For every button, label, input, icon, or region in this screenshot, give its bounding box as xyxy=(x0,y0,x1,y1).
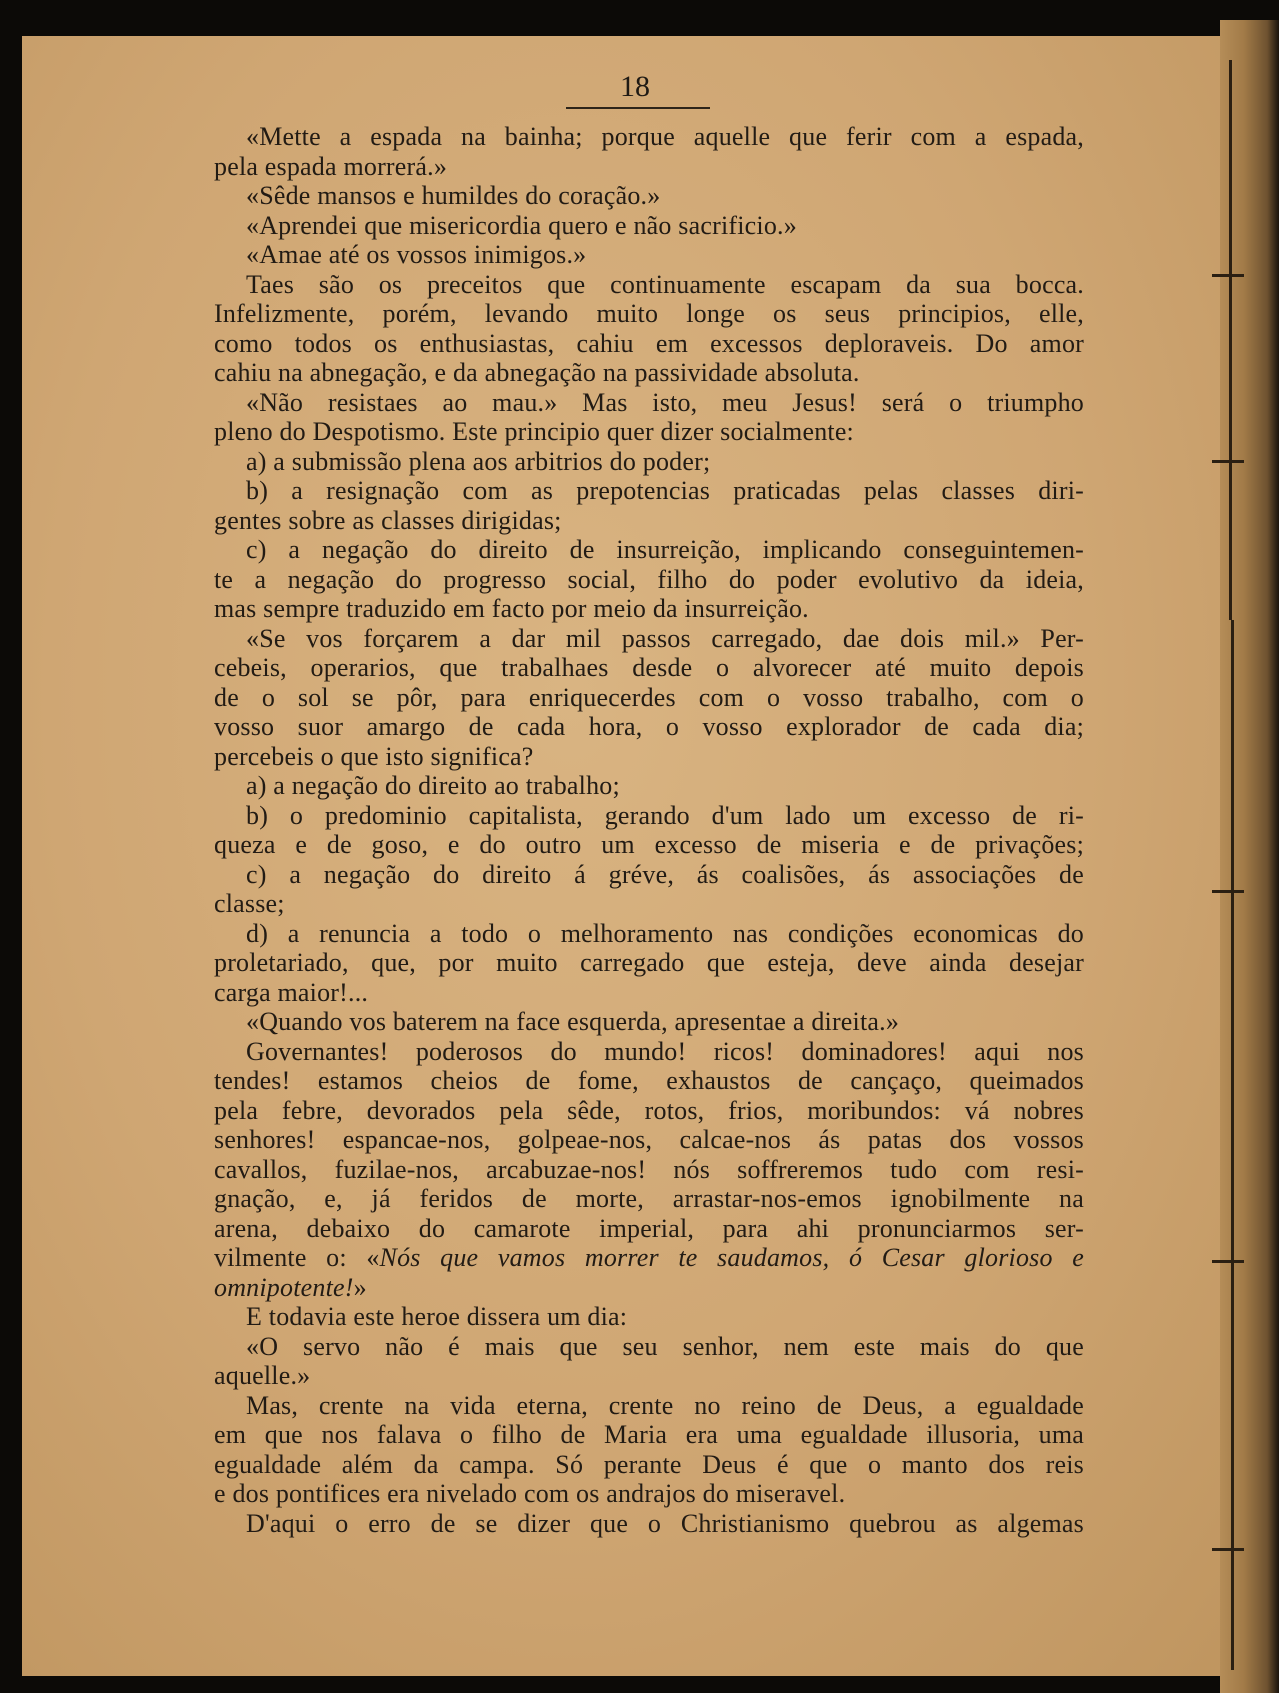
text-line-content: como todos os enthusiastas, cahiu em excessos deploraveis. Do amor xyxy=(214,328,1084,358)
text-line xyxy=(214,1184,1084,1214)
text-line-content: «Aprendei que misericordia quero e não sacrificio.» xyxy=(246,210,797,240)
text-line xyxy=(214,1155,1084,1185)
text-line-content: Taes são os preceitos que continuamente escapam da sua bocca. xyxy=(246,269,1084,299)
text-line-content: pleno do Despotismo. Este principio quer dizer socialmente: xyxy=(214,417,854,446)
text-line-content: carga maior!... xyxy=(214,977,369,1007)
text-line-content: c) a negação do direito de insurreição, implicando conseguintemen- xyxy=(246,535,1084,564)
text-line-content: b) o predominio capitalista, gerando d'um lado um excesso de ri- xyxy=(246,800,1084,830)
text-line-content: cebeis, operarios, que trabalhaes desde o alvorecer até muito depois xyxy=(214,653,1084,682)
text-line xyxy=(214,683,1084,713)
text-line-content: «Mette a espada na bainha; porque aquelle que ferir com a espada, xyxy=(246,122,1084,151)
italic-quote: omnipotente! xyxy=(214,1272,354,1302)
text-line xyxy=(214,299,1084,329)
gutter-tick xyxy=(1212,460,1244,463)
text-line-content: b) a resignação com as prepotencias praticadas pelas classes diri- xyxy=(246,476,1084,505)
page-number: 18 xyxy=(620,70,650,103)
text-line-content: arena, debaixo do camarote imperial, para ahi pronunciarmos ser- xyxy=(214,1213,1084,1243)
text-line xyxy=(214,1273,1084,1303)
text-line-content: em que nos falava o filho de Maria era uma egualdade illusoria, uma xyxy=(214,1420,1084,1449)
text-line xyxy=(214,1302,1084,1332)
text-line-content: senhores! espancae-nos, golpeae-nos, calcae-nos ás patas dos vossos xyxy=(214,1125,1084,1154)
text-line-content: c) a negação do direito á gréve, ás coalisões, ás associações de xyxy=(246,859,1084,889)
text-line-content: te a negação do progresso social, filho do poder evolutivo da ideia, xyxy=(214,564,1084,594)
text-line xyxy=(214,152,1084,182)
text-line xyxy=(214,1479,1084,1509)
text-line-content: «Sêde mansos e humildes do coração.» xyxy=(246,181,661,210)
text-line xyxy=(214,1332,1084,1362)
text-line xyxy=(214,270,1084,300)
text-line xyxy=(214,742,1084,772)
text-line-content: d) a renuncia a todo o melhoramento nas condições economicas do xyxy=(246,918,1084,948)
text-line-content: a) a submissão plena aos arbitrios do poder; xyxy=(246,446,711,476)
text-line-content: classe; xyxy=(214,889,285,918)
text-line xyxy=(214,830,1084,860)
text-line xyxy=(214,919,1084,949)
text-line-content: Mas, crente na vida eterna, crente no reino de Deus, a egualdade xyxy=(246,1390,1084,1420)
text-line xyxy=(214,624,1084,654)
text-line-content: «Se vos forçarem a dar mil passos carregado, dae dois mil.» Per- xyxy=(246,623,1084,653)
text-line xyxy=(214,476,1084,506)
text-line xyxy=(214,594,1084,624)
text-line-content: cahiu na abnegação, e da abnegação na passividade absoluta. xyxy=(214,358,860,387)
text-line-content: vosso suor amargo de cada hora, o vosso explorador de cada dia; xyxy=(214,712,1084,741)
closing-quote-mark: » xyxy=(353,1272,367,1302)
text-line xyxy=(214,889,1084,919)
text-line xyxy=(214,506,1084,536)
gutter-tick xyxy=(1212,274,1244,277)
text-line xyxy=(214,358,1084,388)
text-line-content: queza e de goso, e do outro um excesso de miseria e de privações; xyxy=(214,830,1084,859)
text-line-content: «Não resistaes ao mau.» Mas isto, meu Jesus! será o triumpho xyxy=(246,387,1084,417)
body-text xyxy=(214,122,1084,1538)
text-line xyxy=(214,1125,1084,1155)
text-line-content: D'aqui o erro de se dizer que o Christianismo quebrou as algemas xyxy=(246,1508,1084,1538)
text-line xyxy=(214,978,1084,1008)
text-line-content: «O servo não é mais que seu senhor, nem este mais do que xyxy=(246,1331,1084,1361)
text-line-content: gentes sobre as classes dirigidas; xyxy=(214,505,562,535)
page-number-rule xyxy=(566,107,710,109)
text-line xyxy=(214,122,1084,152)
text-line-content: E todavia este heroe dissera um dia: xyxy=(246,1302,628,1331)
text-line xyxy=(214,1214,1084,1244)
text-line xyxy=(214,712,1084,742)
text-line-content: percebeis o que isto significa? xyxy=(214,741,534,771)
text-line-content: Governantes! poderosos do mundo! ricos! dominadores! aqui nos xyxy=(246,1036,1084,1066)
text-line-content: mas sempre traduzido em facto por meio da insurreição. xyxy=(214,594,809,623)
text-line xyxy=(214,535,1084,565)
text-line-content: pela febre, devorados pela sêde, rotos, frios, moribundos: vá nobres xyxy=(214,1095,1084,1125)
text-line xyxy=(214,329,1084,359)
text-line xyxy=(214,948,1084,978)
text-line xyxy=(214,1450,1084,1480)
text-line xyxy=(214,1361,1084,1391)
text-line xyxy=(214,388,1084,418)
text-line-content: gnação, e, já feridos de morte, arrastar-nos-emos ignobilmente na xyxy=(214,1184,1084,1213)
text-line xyxy=(214,211,1084,241)
text-line-content: «Quando vos baterem na face esquerda, apresentae a direita.» xyxy=(246,1007,900,1036)
text-line xyxy=(214,1509,1084,1539)
text-line xyxy=(214,860,1084,890)
gutter-tick xyxy=(1212,890,1244,893)
text-line-content: a) a negação do direito ao trabalho; xyxy=(246,771,620,800)
gutter-tick xyxy=(1212,1548,1244,1551)
text-line xyxy=(214,1066,1084,1096)
text-line-content: tendes! estamos cheios de fome, exhaustos de cançaço, queimados xyxy=(214,1066,1084,1095)
text-line xyxy=(214,565,1084,595)
text-line xyxy=(214,801,1084,831)
text-line-content: e dos pontifices era nivelado com os andrajos do miseravel. xyxy=(214,1479,846,1508)
text-line-content: Infelizmente, porém, levando muito longe os seus principios, elle, xyxy=(214,299,1084,328)
text-line xyxy=(214,181,1084,211)
text-line-content: egualdade além da campa. Só perante Deus é que o manto dos reis xyxy=(214,1449,1084,1479)
text-line-content: proletariado, que, por muito carregado que esteja, deve ainda desejar xyxy=(214,948,1084,977)
gutter-rule-lower xyxy=(1231,620,1234,1670)
text-line-content: pela espada morrerá.» xyxy=(214,151,448,181)
text-line xyxy=(214,1007,1084,1037)
text-line xyxy=(214,417,1084,447)
text-line xyxy=(214,1096,1084,1126)
gutter-tick xyxy=(1212,1260,1244,1263)
text-line xyxy=(214,240,1084,270)
italic-quote: Nós que vamos morrer te saudamos, ó Cesar glorioso e xyxy=(379,1243,1084,1272)
text-line-content: cavallos, fuzilae-nos, arcabuzae-nos! nós soffreremos tudo com resi- xyxy=(214,1154,1084,1184)
text-line-content: de o sol se pôr, para enriquecerdes com o vosso trabalho, com o xyxy=(214,682,1084,712)
text-line xyxy=(214,1420,1084,1450)
text-line xyxy=(214,1243,1084,1273)
text-line-content: vilmente o: « xyxy=(214,1243,380,1272)
gutter-rule-upper xyxy=(1229,60,1232,620)
text-line xyxy=(214,1037,1084,1067)
text-line xyxy=(214,1391,1084,1421)
text-line xyxy=(214,447,1084,477)
text-line xyxy=(214,771,1084,801)
text-line xyxy=(214,653,1084,683)
text-line-content: «Amae até os vossos inimigos.» xyxy=(246,240,587,269)
text-line-content: aquelle.» xyxy=(214,1361,311,1390)
